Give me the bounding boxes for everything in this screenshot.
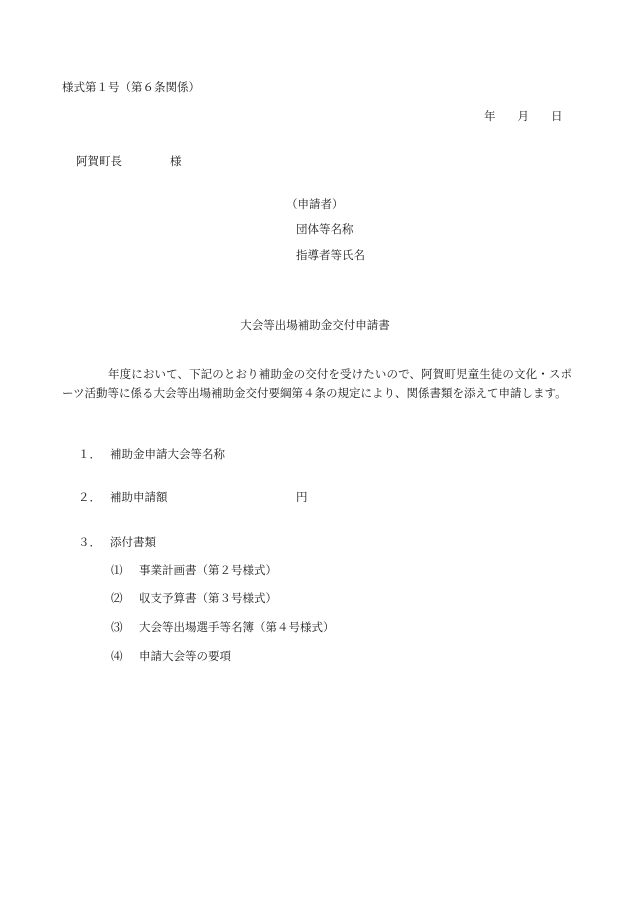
item-attachments: 添付書類 bbox=[110, 535, 156, 549]
item-event-name: 補助金申請大会等名称 bbox=[110, 447, 225, 461]
attachment-number: ⑶ bbox=[111, 620, 123, 634]
document-title: 大会等出場補助金交付申請書 bbox=[240, 318, 390, 332]
date-day-label: 日 bbox=[551, 109, 563, 123]
attachment-number: ⑴ bbox=[111, 563, 123, 577]
item-number: ２． bbox=[78, 490, 101, 504]
item-amount: 補助申請額 bbox=[110, 490, 168, 504]
group-name-label: 団体等名称 bbox=[296, 222, 354, 236]
attachment-item: 大会等出場選手等名簿（第４号様式） bbox=[139, 620, 335, 634]
addressee-name: 阿賀町長 bbox=[76, 154, 122, 168]
amount-unit: 円 bbox=[296, 490, 308, 504]
applicant-label: （申請者） bbox=[286, 197, 344, 211]
item-number: １． bbox=[78, 447, 101, 461]
addressee-honorific: 様 bbox=[170, 154, 182, 168]
leader-name-label: 指導者等氏名 bbox=[296, 248, 365, 262]
date-line bbox=[484, 110, 563, 124]
attachment-item: 申請大会等の要項 bbox=[139, 649, 231, 663]
addressee bbox=[76, 155, 182, 169]
item-number: ３． bbox=[78, 535, 101, 549]
attachment-item: 事業計画書（第２号様式） bbox=[139, 563, 277, 577]
body-paragraph: 年度において、下記のとおり補助金の交付を受けたいので、阿賀町児童生徒の文化・スポーツ活動等に係る大会等出場補助金交付要綱第４条の規定により、関係書類を添えて申請します。 bbox=[62, 367, 572, 400]
date-year-label: 年 bbox=[484, 109, 496, 123]
attachment-item: 収支予算書（第３号様式） bbox=[139, 591, 277, 605]
form-number: 様式第１号（第６条関係） bbox=[62, 80, 200, 94]
date-month-label: 月 bbox=[517, 109, 529, 123]
attachment-number: ⑵ bbox=[111, 591, 123, 605]
attachment-number: ⑷ bbox=[111, 649, 123, 663]
